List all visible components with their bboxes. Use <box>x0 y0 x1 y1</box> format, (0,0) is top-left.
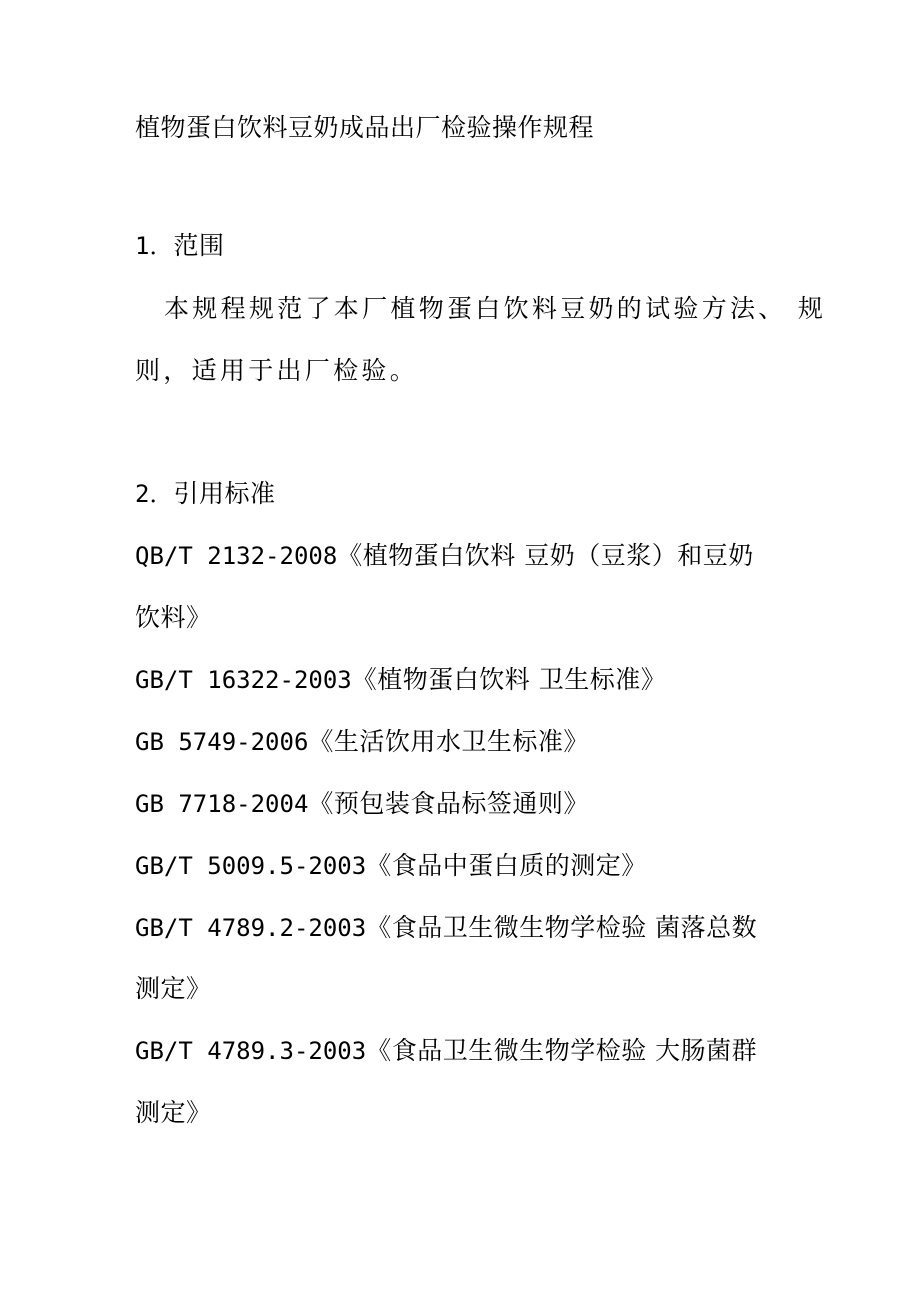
section-1-number: 1． <box>135 232 174 260</box>
reference-code: GB 5749-2006 <box>135 728 309 756</box>
reference-item-4 <box>135 788 825 820</box>
reference-code: GB/T 5009.5-2003 <box>135 852 367 880</box>
reference-item-3 <box>135 726 825 758</box>
section-1-heading <box>135 230 825 262</box>
reference-title-continuation: 测定》 <box>135 974 212 1003</box>
reference-code: GB 7718-2004 <box>135 790 309 818</box>
reference-title: 《食品中蛋白质的测定》 <box>366 851 647 880</box>
reference-title: 《预包装食品标签通则》 <box>308 789 589 818</box>
reference-item-5 <box>135 850 825 882</box>
document-title <box>135 112 825 144</box>
section-1-body-text-1: 本规程规范了本厂植物蛋白饮料豆奶的试验方法、 规 <box>164 294 827 323</box>
reference-title-continuation: 饮料》 <box>135 603 212 632</box>
reference-item-1-continuation <box>135 602 825 634</box>
reference-code: GB/T 4789.3-2003 <box>135 1037 367 1065</box>
reference-code: QB/T 2132-2008 <box>135 542 338 570</box>
reference-item-7-continuation <box>135 1097 825 1129</box>
section-2-heading <box>135 478 825 510</box>
reference-item-7 <box>135 1035 825 1067</box>
reference-item-6 <box>135 912 825 944</box>
reference-title: 《食品卫生微生物学检验 大肠菌群 <box>366 1036 758 1065</box>
reference-title-continuation: 测定》 <box>135 1098 212 1127</box>
section-1-body-line-1 <box>164 293 854 325</box>
section-1-heading-text: 范围 <box>173 231 225 260</box>
document-title-text: 植物蛋白饮料豆奶成品出厂检验操作规程 <box>135 113 595 142</box>
section-1-body-line-2 <box>135 355 825 387</box>
reference-code: GB/T 16322-2003 <box>135 666 352 694</box>
reference-code: GB/T 4789.2-2003 <box>135 914 367 942</box>
reference-title: 《食品卫生微生物学检验 菌落总数 <box>366 913 758 942</box>
section-2-heading-text: 引用标准 <box>173 479 276 508</box>
section-1-body-text-2: 则，适用于出厂检验。 <box>135 356 419 385</box>
reference-title: 《植物蛋白饮料 豆奶（豆浆）和豆奶 <box>337 541 754 570</box>
reference-title: 《生活饮用水卫生标准》 <box>308 727 589 756</box>
reference-title: 《植物蛋白饮料 卫生标准》 <box>351 665 667 694</box>
reference-item-2 <box>135 664 825 696</box>
section-2-number: 2． <box>135 480 174 508</box>
reference-item-1 <box>135 540 825 572</box>
reference-item-6-continuation <box>135 973 825 1005</box>
